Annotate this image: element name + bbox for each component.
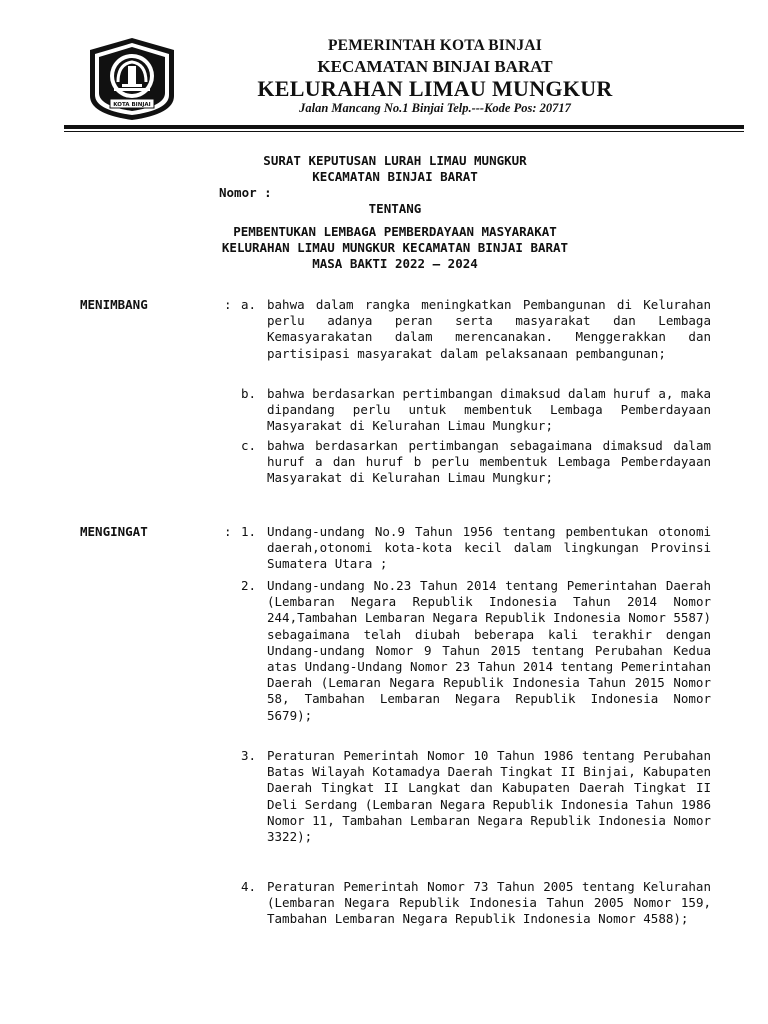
menimbang-marker-b: b. xyxy=(240,386,256,401)
subject-line-1: PEMBENTUKAN LEMBAGA PEMBERDAYAAN MASYARAKAT xyxy=(233,224,557,239)
letterhead-divider-thick xyxy=(64,125,744,129)
city-emblem-logo xyxy=(84,36,180,122)
menimbang-marker-a: a. xyxy=(240,297,256,312)
menimbang-marker-c: c. xyxy=(240,438,256,453)
mengingat-label: MENGINGAT xyxy=(80,524,148,539)
decree-number-label: Nomor : xyxy=(219,185,272,200)
menimbang-item-a: bahwa dalam rangka meningkatkan Pembangunan di Kelurahan perlu adanya peran serta masyarakat dan Lembaga Kemasyarakatan dalam merencanakan. Menggerakkan dan partisipasi masyarakat dalam pelaksanaan pembangunan; xyxy=(267,297,711,361)
menimbang-item-c: bahwa berdasarkan pertimbangan sebagaimana dimaksud dalam huruf a dan huruf b perlu membentuk Lembaga Pemberdayaan Masyarakat di Kelurahan Limau Mungkur; xyxy=(267,438,711,486)
mengingat-item-2: Undang-undang No.23 Tahun 2014 tentang Pemerintahan Daerah (Lembaran Negara Republik Indonesia Tahun 2014 Nomor 244,Tambahan Lembaran Negara Republik Indonesia Nomor 5587) sebagaimana telah diubah beberapa kali terakhir dengan Undang-undang Nomor 9 Tahun 2015 tentang Perubahan Kedua atas Undang-Undang Nomor 23 Tahun 2014 tentang Pemerintahan Daerah (Lemaran Negara Republik Indonesia Tahun 2015 Nomor 58, Tambahan Lembaran Negara Republik Indonesia Nomor 5679); xyxy=(267,578,712,723)
decree-title: SURAT KEPUTUSAN LURAH LIMAU MUNGKUR xyxy=(263,153,527,168)
tentang-heading: TENTANG xyxy=(368,201,422,216)
letterhead-village: KELURAHAN LIMAU MUNGKUR xyxy=(257,76,613,101)
mengingat-item-3: Peraturan Pemerintah Nomor 10 Tahun 1986 tentang Perubahan Batas Wilayah Kotamadya Daerah Tingkat II Binjai, Kabupaten Daerah Tingkat II Langkat dan Kabupaten Daerah Tingkat II Deli Serdang (Lembaran Negara Republik Indonesia Tahun 1986 Nomor 11, Tambahan Lembaran Negara Republik Indonesia Nomor 3322); xyxy=(267,748,712,845)
menimbang-label: MENIMBANG xyxy=(80,297,148,312)
letterhead-divider-thin xyxy=(64,131,744,132)
letterhead-government: PEMERINTAH KOTA BINJAI xyxy=(328,37,542,54)
menimbang-item-b: bahwa berdasarkan pertimbangan dimaksud dalam huruf a, maka dipandang perlu untuk membentuk Lembaga Pemberdayaan Masyarakat di Kelurahan Limau Mungkur; xyxy=(267,386,712,434)
mengingat-marker-2: 2. xyxy=(240,578,256,593)
subject-line-2: KELURAHAN LIMAU MUNGKUR KECAMATAN BINJAI BARAT xyxy=(221,240,569,255)
mengingat-marker-1: 1. xyxy=(240,524,256,539)
mengingat-item-1: Undang-undang No.9 Tahun 1956 tentang pembentukan otonomi daerah,otonomi kota-kota kecil dalam lingkungan Provinsi Sumatera Utara ; xyxy=(267,524,711,572)
mengingat-marker-4: 4. xyxy=(240,879,256,894)
mengingat-item-4: Peraturan Pemerintah Nomor 73 Tahun 2005 tentang Kelurahan (Lembaran Negara Republik Indonesia Tahun 2005 Nomor 159, Tambahan Lembaran Negara Republik Indonesia Nomor 4588); xyxy=(267,879,711,927)
letterhead-address: Jalan Mancang No.1 Binjai Telp.---Kode Pos: 20717 xyxy=(299,101,571,115)
logo-ribbon-text: KOTA BINJAI xyxy=(113,102,151,108)
mengingat-marker-3: 3. xyxy=(240,748,256,763)
menimbang-colon: : xyxy=(224,297,232,312)
decree-subtitle: KECAMATAN BINJAI BARAT xyxy=(312,169,478,184)
letterhead-district: KECAMATAN BINJAI BARAT xyxy=(317,57,553,76)
mengingat-colon: : xyxy=(224,524,232,539)
subject-line-3: MASA BAKTI 2022 – 2024 xyxy=(312,256,478,271)
